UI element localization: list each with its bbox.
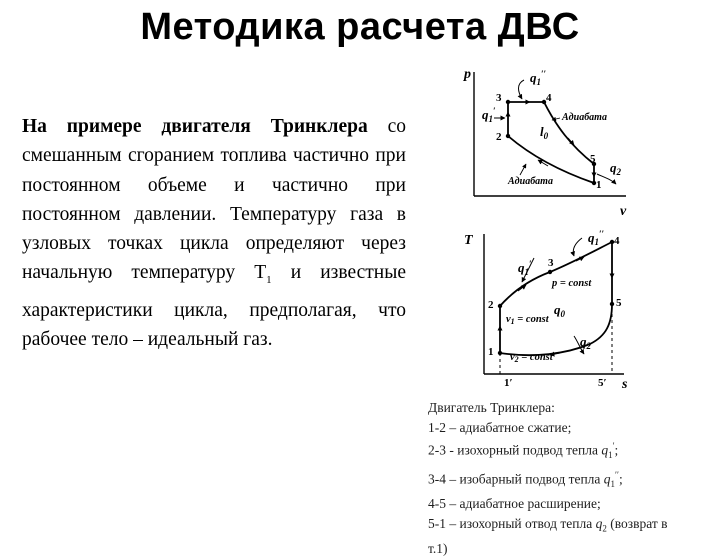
pv-q2-label: $q_2$ xyxy=(610,160,621,177)
t1-subscript: 1 xyxy=(266,274,272,287)
ts-point-label-1: 1 xyxy=(488,346,494,358)
ts-cycle-curve xyxy=(500,242,612,355)
legend-item-2-3: 2-3 - изохорный подвод тепла $q_1'$; xyxy=(428,441,619,461)
legend-item-5-1: 5-1 – изохорный отвод тепла $q_2$ (возврат в xyxy=(428,515,668,534)
legend-item-1-2: 1-2 – адиабатное сжатие; xyxy=(428,419,572,435)
pv-point-label-4: 4 xyxy=(546,92,552,104)
legend-item-5-1-cont: т.1) xyxy=(428,541,448,557)
pv-point-label-3: 3 xyxy=(496,92,502,104)
cycle-legend xyxy=(428,398,714,559)
ts-axis-y-label: T xyxy=(464,233,473,248)
body-text-part2: и известные характеристики цикла, предполагая, что рабочее тело – идеальный газ. xyxy=(22,262,406,350)
legend-item-4-5: 4-5 – адиабатное расширение; xyxy=(428,496,601,512)
pv-point-label-2: 2 xyxy=(496,131,502,143)
pv-q1-double-arrow xyxy=(519,80,525,99)
pv-q1-double-label: $q_1''$ xyxy=(530,69,547,87)
pv-adiabat-upper-label: Адиабата xyxy=(562,112,607,123)
pv-adiabat-lower-pointer xyxy=(520,164,526,175)
ts-q1-double-label: $q_1''$ xyxy=(588,229,605,247)
pv-point-3 xyxy=(506,100,510,104)
ts-diagram xyxy=(456,228,636,392)
ts-point-label-3: 3 xyxy=(548,257,554,269)
slide-title: Методика расчета ДВС xyxy=(140,6,580,48)
pv-point-2 xyxy=(506,134,510,138)
ts-point-label-4: 4 xyxy=(614,235,620,247)
pv-work-label: $l_0$ xyxy=(540,124,549,141)
ts-x-tick-1: 1′ xyxy=(504,377,513,389)
ts-axis-x-label: s xyxy=(622,377,628,392)
ts-q0-label: $q_0$ xyxy=(554,302,565,319)
ts-v2-label: v2 = const xyxy=(510,352,553,364)
ts-point-1 xyxy=(498,351,502,355)
ts-point-5 xyxy=(610,302,614,306)
ts-point-label-5: 5 xyxy=(616,297,622,309)
ts-point-2 xyxy=(498,304,502,308)
ts-v1-label: v1 = const xyxy=(506,314,549,326)
ts-point-label-2: 2 xyxy=(488,299,494,311)
pv-axis-x-label: v xyxy=(620,204,627,219)
ts-q2-label: $q_2$ xyxy=(580,334,591,351)
ts-isobar-label: p = const xyxy=(552,278,592,289)
pv-arrow-45 xyxy=(568,138,574,145)
pv-point-label-5: 5 xyxy=(590,153,596,165)
lead-text: На примере двигателя Тринклера xyxy=(22,116,368,137)
body-text xyxy=(22,112,406,354)
legend-item-3-4: 3-4 – изобарный подвод тепла $q_1''$; xyxy=(428,469,623,489)
ts-x-tick-5: 5′ xyxy=(598,377,607,389)
ts-q1-double-arrow xyxy=(573,238,582,256)
pv-adiabat-lower-label: Адиабата xyxy=(508,176,553,187)
pv-point-label-1: 1 xyxy=(596,179,602,191)
legend-title: Двигатель Тринклера: xyxy=(428,400,555,415)
pv-diagram xyxy=(456,66,636,219)
pv-axis-y-label: p xyxy=(464,67,471,82)
body-text-part1: со смешанным сгоранием топлива частично при постоянном объеме и частично при постоянном давлении. Температуру газа в узловых точках цикла определяют через начальную температуру Т xyxy=(22,116,407,284)
pv-q1-prime-label: $q_1'$ xyxy=(482,106,496,124)
ts-q1-prime-label: $q_1'$ xyxy=(518,259,532,277)
ts-point-3 xyxy=(548,270,552,274)
